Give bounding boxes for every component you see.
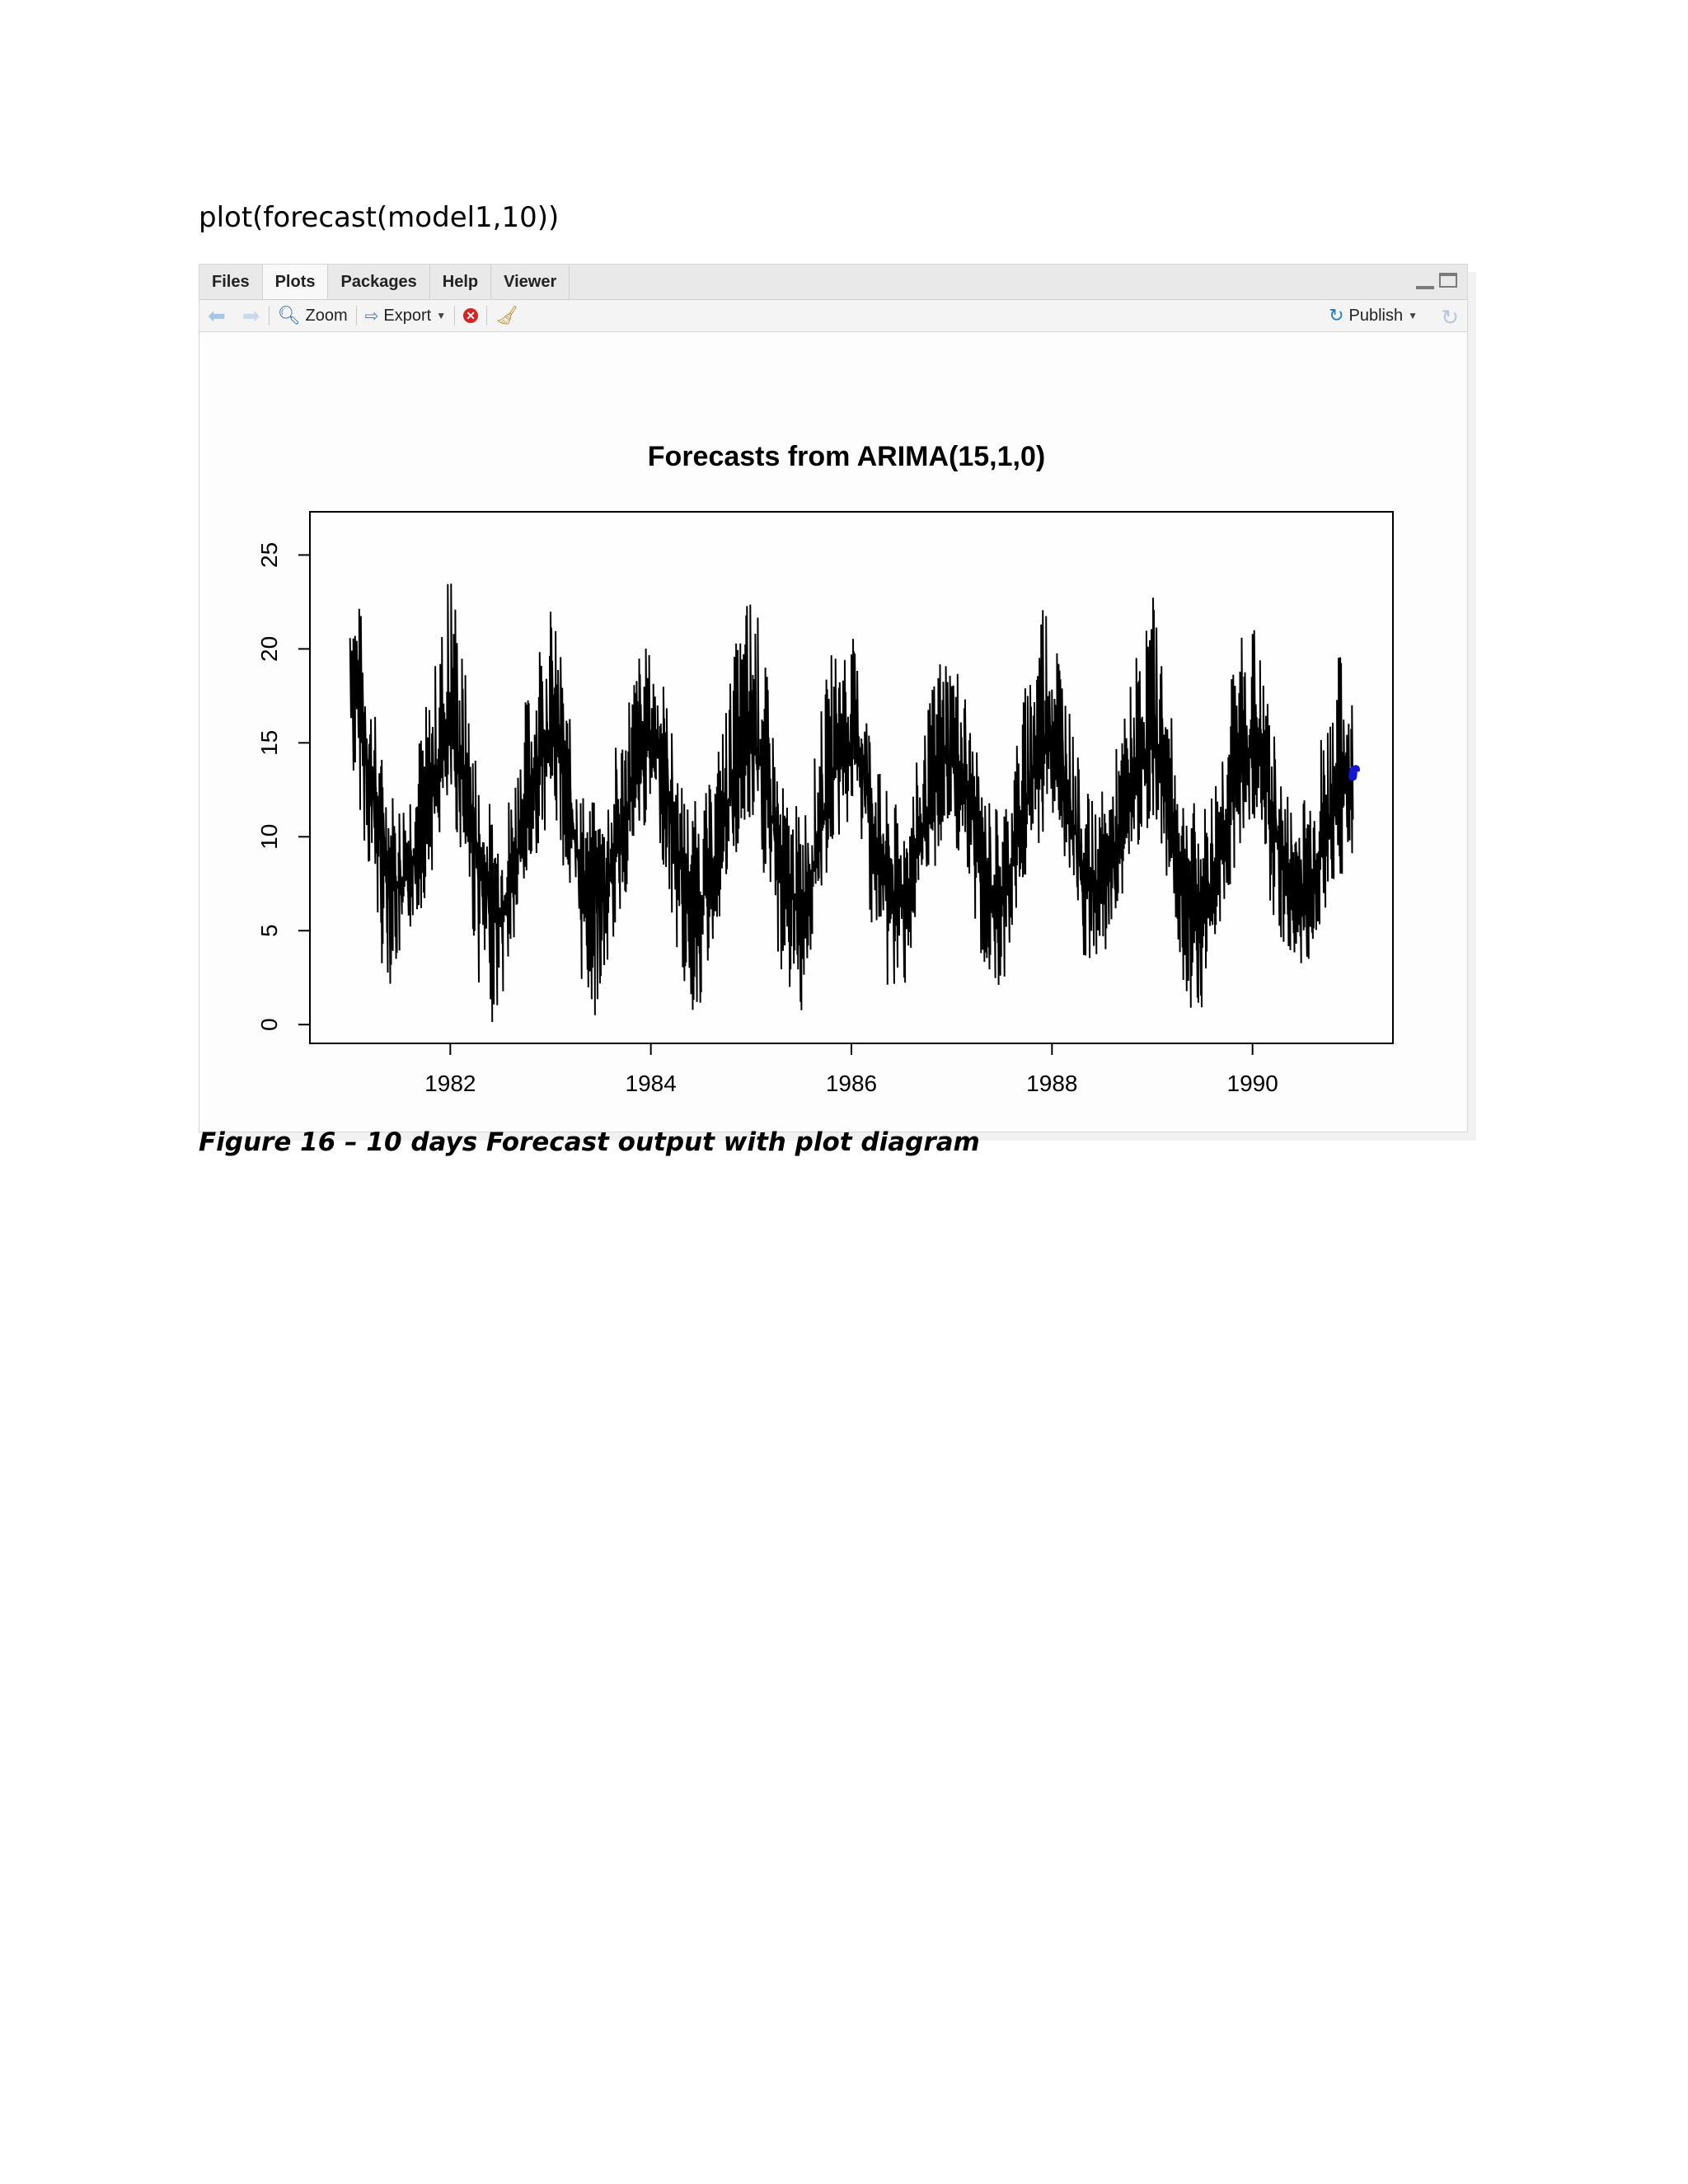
chevron-down-icon: ▼ xyxy=(436,310,447,321)
plots-toolbar xyxy=(199,300,1467,332)
chart-title: Forecasts from ARIMA(15,1,0) xyxy=(647,441,1046,472)
broom-icon: 🧹︎ xyxy=(495,305,519,326)
y-tick-label: 25 xyxy=(256,541,282,568)
maximize-icon[interactable] xyxy=(1439,273,1457,288)
tab-files[interactable]: Files xyxy=(199,265,263,299)
publish-icon: ↻ xyxy=(1329,305,1344,326)
pane-tab-bar xyxy=(199,265,1467,300)
publish-button[interactable] xyxy=(1329,300,1418,331)
forward-arrow-icon: ➡ xyxy=(241,303,260,328)
x-tick-label: 1982 xyxy=(424,1071,476,1096)
plot-area xyxy=(199,332,1467,1132)
y-tick-label: 15 xyxy=(256,729,282,756)
zoom-label: Zoom xyxy=(305,306,348,325)
y-tick-label: 0 xyxy=(256,1018,282,1031)
publish-label: Publish xyxy=(1348,306,1404,325)
forecast-layer xyxy=(1353,767,1356,776)
tab-plots[interactable]: Plots xyxy=(263,265,329,299)
clear-plot-icon: ✕ xyxy=(463,308,478,323)
chevron-down-icon: ▼ xyxy=(1408,310,1418,321)
forward-button[interactable] xyxy=(234,305,269,326)
r-command-line: plot(forecast(model1,10)) xyxy=(199,201,560,234)
pane-controls xyxy=(1416,273,1457,289)
export-button[interactable] xyxy=(357,306,454,326)
export-icon: ⇨ xyxy=(364,307,379,326)
tab-help[interactable]: Help xyxy=(430,265,491,299)
rstudio-plots-pane xyxy=(199,264,1468,1132)
forecast-line xyxy=(1353,767,1356,776)
back-arrow-icon: ⬅ xyxy=(208,303,226,328)
tab-packages[interactable]: Packages xyxy=(328,265,429,299)
tab-viewer[interactable]: Viewer xyxy=(491,265,570,299)
forecast-chart xyxy=(199,332,1467,1132)
y-tick-label: 20 xyxy=(256,635,282,662)
export-label: Export xyxy=(383,306,432,325)
figure-caption: Figure 16 – 10 days Forecast output with plot diagram xyxy=(199,1127,980,1157)
y-tick-label: 10 xyxy=(256,823,282,850)
x-tick-label: 1984 xyxy=(625,1071,677,1096)
clear-all-button[interactable] xyxy=(487,305,527,326)
zoom-button[interactable] xyxy=(270,305,356,326)
x-tick-label: 1988 xyxy=(1026,1071,1078,1096)
zoom-icon: 🔍︎ xyxy=(277,305,301,326)
remove-plot-button[interactable] xyxy=(455,308,486,323)
refresh-icon[interactable]: ↻ xyxy=(1441,305,1459,330)
minimize-icon[interactable] xyxy=(1416,279,1434,289)
x-tick-label: 1986 xyxy=(825,1071,878,1096)
back-button[interactable] xyxy=(199,305,234,326)
x-tick-label: 1990 xyxy=(1226,1071,1278,1096)
y-tick-label: 5 xyxy=(256,924,282,938)
